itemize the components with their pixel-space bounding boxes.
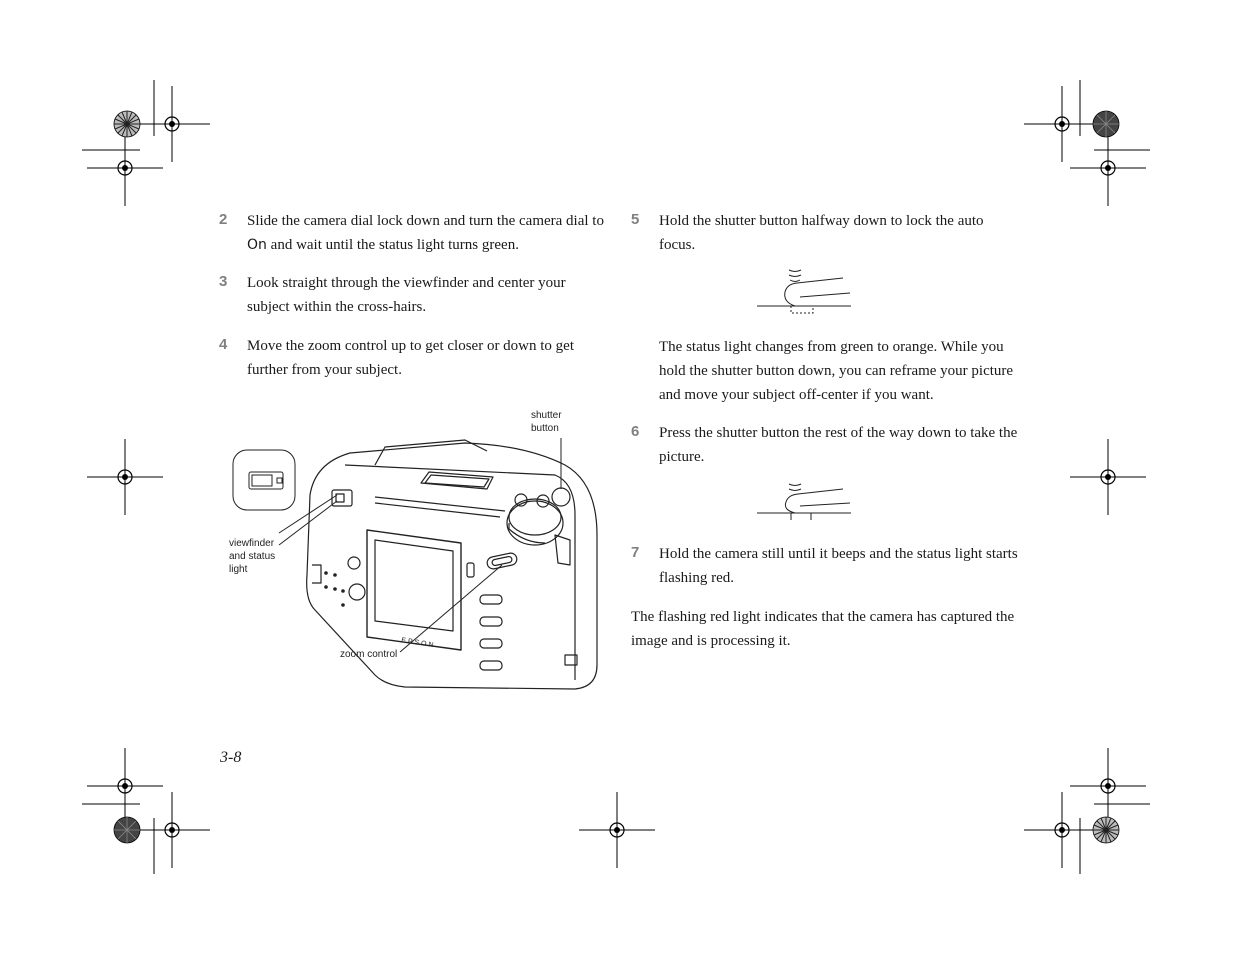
step-5 <box>631 209 1019 257</box>
step-text: Press the shutter button the rest of the way down to take the picture. <box>659 425 1018 465</box>
callout-line: shutter <box>531 410 562 421</box>
status-note: The status light changes from green to orange. While you hold the shutter button down, you can reframe your picture and move your subject off-center if you want. <box>659 339 1014 403</box>
step-6 <box>631 421 1019 469</box>
callout-line: and status <box>229 551 276 562</box>
full-press-illustration <box>755 480 855 524</box>
step-text: Slide the camera dial lock down and turn the camera dial to <box>247 213 604 229</box>
step-text: Hold the shutter button halfway down to lock the auto focus. <box>659 213 984 253</box>
viewfinder-callout <box>229 537 275 576</box>
step-text: Look straight through the viewfinder and center your subject within the cross-hairs. <box>247 275 566 315</box>
step-2 <box>219 209 607 257</box>
callout-line: button <box>531 423 559 434</box>
camera-illustration <box>225 405 610 700</box>
zoom-control-callout <box>340 648 397 661</box>
half-press-illustration <box>755 266 855 318</box>
step-3 <box>219 271 607 319</box>
callout-line: viewfinder <box>229 538 275 549</box>
brand-label: EPSON <box>400 637 436 650</box>
closing-note: The flashing red light indicates that the camera has captured the image and is processing it. <box>631 609 1015 649</box>
step-number: 3 <box>219 273 228 290</box>
dial-position-label: On <box>247 237 267 253</box>
step-7 <box>631 542 1019 590</box>
step-text: Move the zoom control up to get closer or down to get further from your subject. <box>247 338 575 378</box>
step-number: 2 <box>219 211 228 228</box>
shutter-button-callout <box>531 409 562 435</box>
step-number: 5 <box>631 211 640 228</box>
callout-line: light <box>229 564 248 575</box>
callout-line: zoom control <box>340 649 398 660</box>
step-number: 6 <box>631 423 640 440</box>
step-number: 7 <box>631 544 640 561</box>
step-text-continued: and wait until the status light turns green. <box>266 237 519 253</box>
page-number: 3-8 <box>220 749 242 766</box>
step-text: Hold the camera still until it beeps and the status light starts flashing red. <box>659 546 1018 586</box>
step-number: 4 <box>219 336 228 353</box>
step-4 <box>219 334 607 382</box>
